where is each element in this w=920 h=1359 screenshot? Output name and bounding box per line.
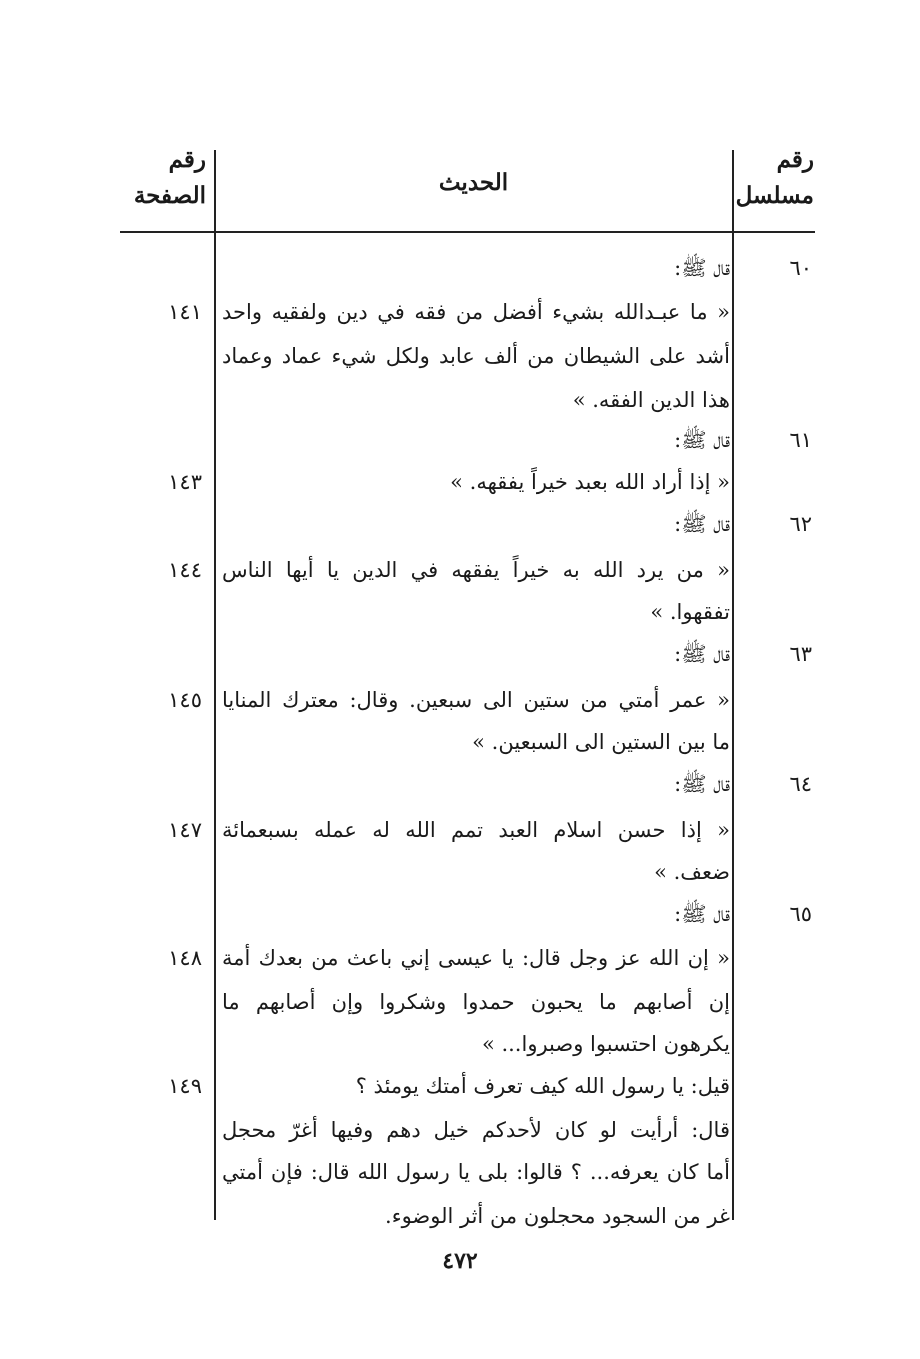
footer-page-number: ٤٧٢ xyxy=(442,1248,478,1274)
hadith-line: تفقهوا. » xyxy=(650,600,730,624)
header-serial-line1: رقم xyxy=(776,146,814,173)
serial-number: ٦٤ xyxy=(789,772,812,796)
header-serial-line2: مسلسل xyxy=(735,182,814,209)
header-page-number xyxy=(120,142,206,214)
hadith-line: قال ﷺ: xyxy=(674,256,730,280)
hadith-line: قال ﷺ: xyxy=(674,902,730,926)
page-reference: ١٤٤ xyxy=(168,558,202,582)
page-reference: ١٤٨ xyxy=(168,946,202,970)
header-page-line2: الصفحة xyxy=(133,182,206,209)
page-reference: ١٤٥ xyxy=(168,688,202,712)
serial-number: ٦٣ xyxy=(789,642,812,666)
hadith-line: غر من السجود محجلون من أثر الوضوء. xyxy=(385,1204,730,1228)
page-reference: ١٤١ xyxy=(168,300,202,324)
serial-number: ٦١ xyxy=(789,428,812,452)
column-divider-left xyxy=(214,150,216,1220)
hadith-line: « عمر أمتي من ستين الى سبعين. وقال: معترك المنايا xyxy=(222,688,730,712)
hadith-line: قال ﷺ: xyxy=(674,772,730,796)
hadith-line: ضعف. » xyxy=(654,860,730,884)
hadith-line: « إذا حسن اسلام العبد تمم الله له عمله بسبعمائة xyxy=(222,818,730,842)
page-reference: ١٤٩ xyxy=(168,1074,202,1098)
column-divider-right xyxy=(732,150,734,1220)
hadith-line: « إن الله عز وجل قال: يا عيسى إني باعث من بعدك أمة xyxy=(222,946,730,970)
serial-number: ٦٥ xyxy=(789,902,812,926)
hadith-line: إن أصابهم ما يحبون حمدوا وشكروا وإن أصابهم ما xyxy=(222,990,730,1014)
hadith-line: يكرهون احتسبوا وصبروا... » xyxy=(481,1032,730,1056)
header-page-line1: رقم xyxy=(168,146,206,173)
hadith-line: ما بين الستين الى السبعين. » xyxy=(472,730,730,754)
hadith-line: « إذا أراد الله بعبد خيراً يفقهه. » xyxy=(450,470,730,494)
hadith-line: قال: أرأيت لو كان لأحدكم خيل دهم وفيها أغرّ محجل xyxy=(222,1118,730,1142)
page-reference: ١٤٧ xyxy=(168,818,202,842)
hadith-line: قال ﷺ: xyxy=(674,512,730,536)
serial-number: ٦٠ xyxy=(789,256,812,280)
serial-number: ٦٢ xyxy=(789,512,812,536)
hadith-line: قال ﷺ: xyxy=(674,642,730,666)
hadith-line: « ما عبـدالله بشيء أفضل من فقه في دين ولفقيه واحد xyxy=(222,300,730,324)
hadith-line: « من يرد الله به خيراً يفقهه في الدين يا أيها الناس xyxy=(222,558,730,582)
page-reference: ١٤٣ xyxy=(168,470,202,494)
hadith-line: أما كان يعرفه... ؟ قالوا: بلى يا رسول الله قال: فإن أمتي xyxy=(222,1160,730,1184)
header-rule xyxy=(120,231,815,233)
hadith-line: هذا الدين الفقه. » xyxy=(572,388,730,412)
hadith-line: قال ﷺ: xyxy=(674,428,730,452)
header-hadith: الحديث xyxy=(438,169,509,196)
hadith-line: أشد على الشيطان من ألف عابد ولكل شيء عماد وعماد xyxy=(222,344,730,368)
hadith-line: قيل: يا رسول الله كيف تعرف أمتك يومئذ ؟ xyxy=(355,1074,730,1098)
